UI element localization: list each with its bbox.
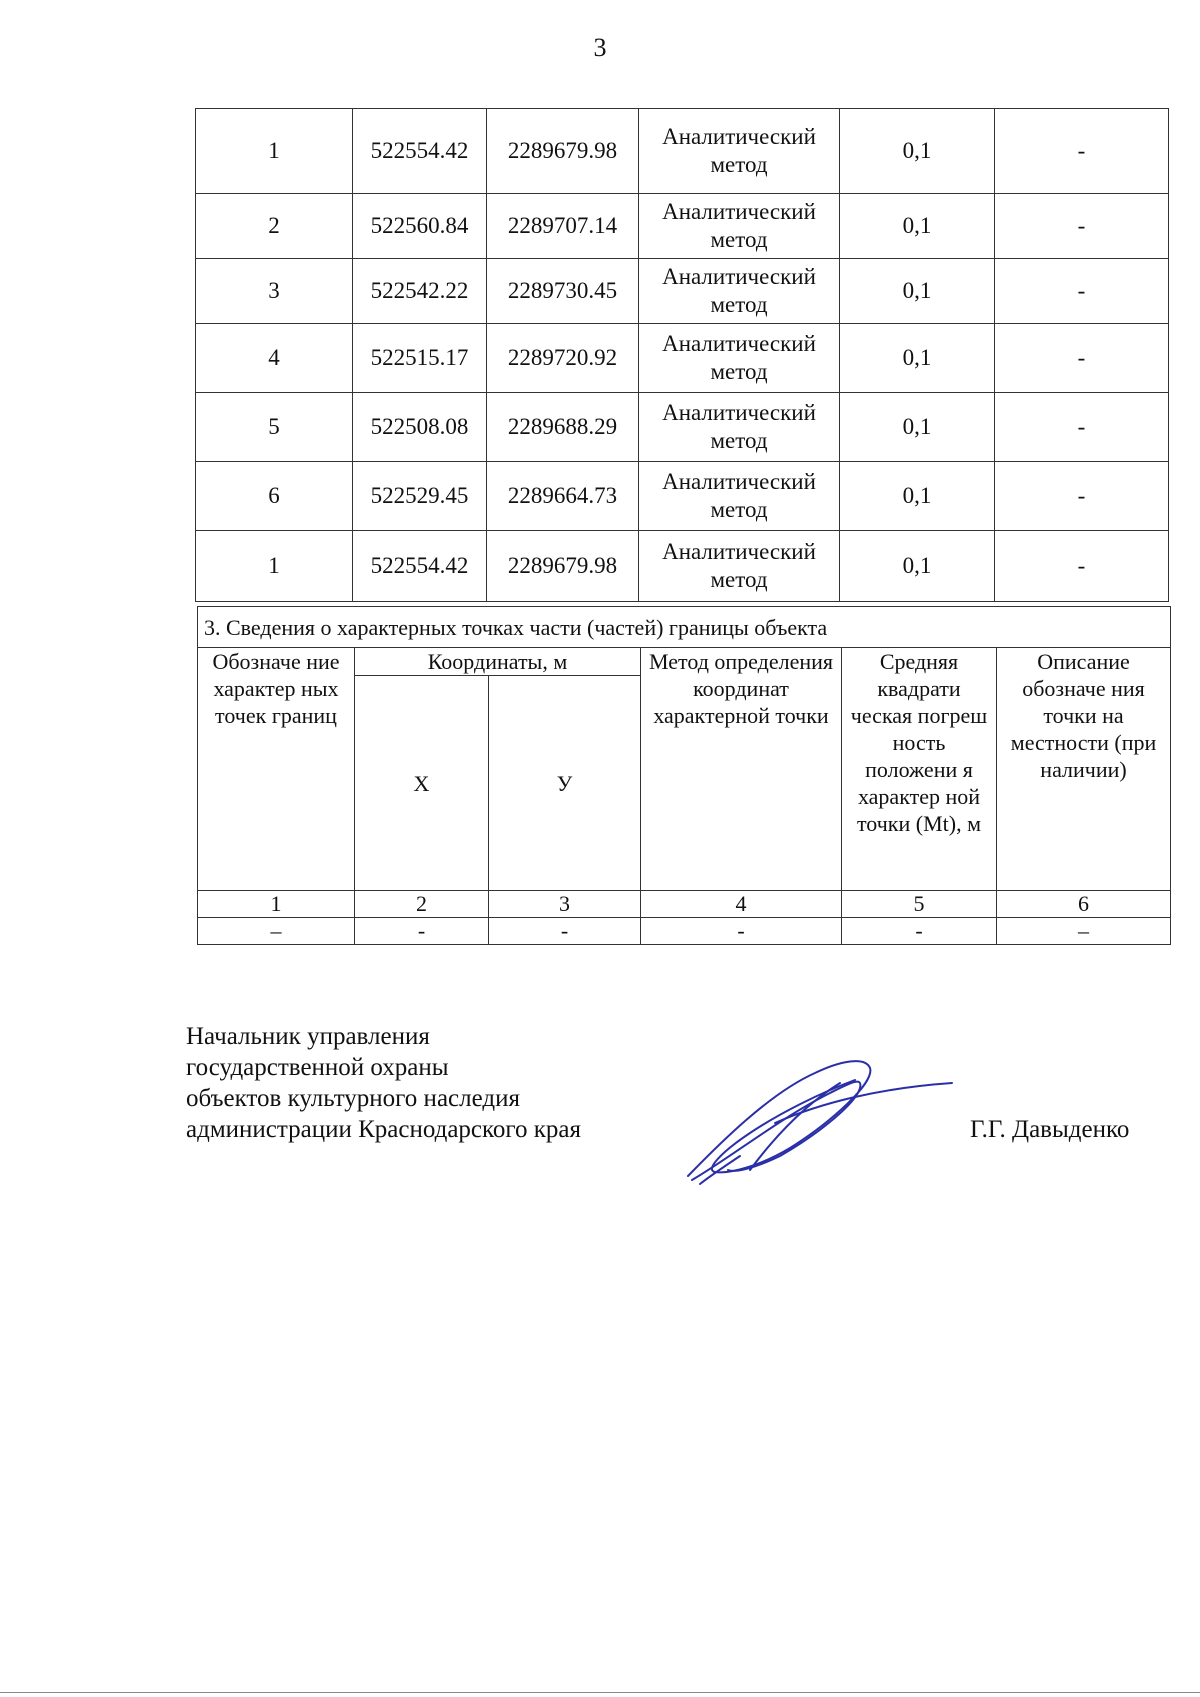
- table-row: [196, 109, 1169, 194]
- column-number: 1: [198, 891, 355, 918]
- table-row: [196, 194, 1169, 259]
- position-line: администрации Краснодарского края: [186, 1116, 582, 1143]
- y-coordinate-cell: 2289688.29: [487, 393, 639, 462]
- empty-cell: -: [355, 918, 489, 945]
- empty-cell: –: [198, 918, 355, 945]
- header-designation: Обозначе ние характер ных точек границ: [198, 648, 355, 891]
- table-row: [196, 531, 1169, 602]
- table-row: [196, 393, 1169, 462]
- point-number-cell: 6: [196, 462, 353, 531]
- point-number-cell: 4: [196, 324, 353, 393]
- table-row: [196, 324, 1169, 393]
- page-number: 3: [593, 33, 607, 62]
- handwritten-signature-icon: [680, 1048, 960, 1188]
- empty-cell: -: [641, 918, 842, 945]
- position-line: государственной охраны: [186, 1054, 449, 1081]
- description-cell: -: [995, 531, 1169, 602]
- description-cell: -: [995, 324, 1169, 393]
- accuracy-cell: 0,1: [840, 531, 995, 602]
- method-cell: Аналитический метод: [639, 109, 840, 194]
- section3-table: [197, 606, 1171, 945]
- accuracy-cell: 0,1: [840, 393, 995, 462]
- page-bottom-rule: [0, 1692, 1200, 1693]
- description-cell: -: [995, 462, 1169, 531]
- method-cell: Аналитический метод: [639, 462, 840, 531]
- signatory-position: [186, 1021, 581, 1145]
- coordinates-table-body: [196, 109, 1169, 602]
- method-cell: Аналитический метод: [639, 393, 840, 462]
- accuracy-cell: 0,1: [840, 259, 995, 324]
- x-coordinate-cell: 522554.42: [353, 531, 487, 602]
- x-coordinate-cell: 522508.08: [353, 393, 487, 462]
- header-coordinates: Координаты, м: [355, 648, 641, 676]
- accuracy-cell: 0,1: [840, 109, 995, 194]
- x-coordinate-cell: 522560.84: [353, 194, 487, 259]
- x-coordinate-cell: 522529.45: [353, 462, 487, 531]
- accuracy-cell: 0,1: [840, 194, 995, 259]
- y-coordinate-cell: 2289679.98: [487, 531, 639, 602]
- y-coordinate-cell: 2289720.92: [487, 324, 639, 393]
- position-line: объектов культурного наследия: [186, 1085, 520, 1112]
- x-coordinate-cell: 522542.22: [353, 259, 487, 324]
- column-numbers-row: [198, 891, 1171, 918]
- y-coordinate-cell: 2289730.45: [487, 259, 639, 324]
- section3-title: 3. Сведения о характерных точках части (частей) границы объекта: [198, 607, 1171, 648]
- point-number-cell: 3: [196, 259, 353, 324]
- method-cell: Аналитический метод: [639, 531, 840, 602]
- point-number-cell: 2: [196, 194, 353, 259]
- y-coordinate-cell: 2289664.73: [487, 462, 639, 531]
- method-cell: Аналитический метод: [639, 259, 840, 324]
- empty-cell: –: [997, 918, 1171, 945]
- description-cell: -: [995, 393, 1169, 462]
- coordinates-table: [195, 108, 1169, 602]
- x-coordinate-cell: 522554.42: [353, 109, 487, 194]
- empty-data-row: [198, 918, 1171, 945]
- column-number: 4: [641, 891, 842, 918]
- position-line: Начальник управления: [186, 1023, 430, 1050]
- method-cell: Аналитический метод: [639, 194, 840, 259]
- column-number: 2: [355, 891, 489, 918]
- x-coordinate-cell: 522515.17: [353, 324, 487, 393]
- empty-cell: -: [842, 918, 997, 945]
- header-accuracy: Средняя квадрати ческая погреш ность положени я характер ной точки (Mt), м: [842, 648, 997, 891]
- table-row: [196, 259, 1169, 324]
- table-row: [196, 462, 1169, 531]
- point-number-cell: 1: [196, 531, 353, 602]
- accuracy-cell: 0,1: [840, 324, 995, 393]
- accuracy-cell: 0,1: [840, 462, 995, 531]
- description-cell: -: [995, 259, 1169, 324]
- y-coordinate-cell: 2289707.14: [487, 194, 639, 259]
- column-number: 3: [489, 891, 641, 918]
- description-cell: -: [995, 109, 1169, 194]
- method-cell: Аналитический метод: [639, 324, 840, 393]
- point-number-cell: 5: [196, 393, 353, 462]
- description-cell: -: [995, 194, 1169, 259]
- header-x: Х: [355, 676, 489, 891]
- empty-cell: -: [489, 918, 641, 945]
- header-description: Описание обозначе ния точки на местности (при наличии): [997, 648, 1171, 891]
- column-number: 5: [842, 891, 997, 918]
- header-method: Метод определения координат характерной точки: [641, 648, 842, 891]
- signatory-name: Г.Г. Давыденко: [970, 1116, 1130, 1143]
- y-coordinate-cell: 2289679.98: [487, 109, 639, 194]
- header-y: У: [489, 676, 641, 891]
- column-number: 6: [997, 891, 1171, 918]
- point-number-cell: 1: [196, 109, 353, 194]
